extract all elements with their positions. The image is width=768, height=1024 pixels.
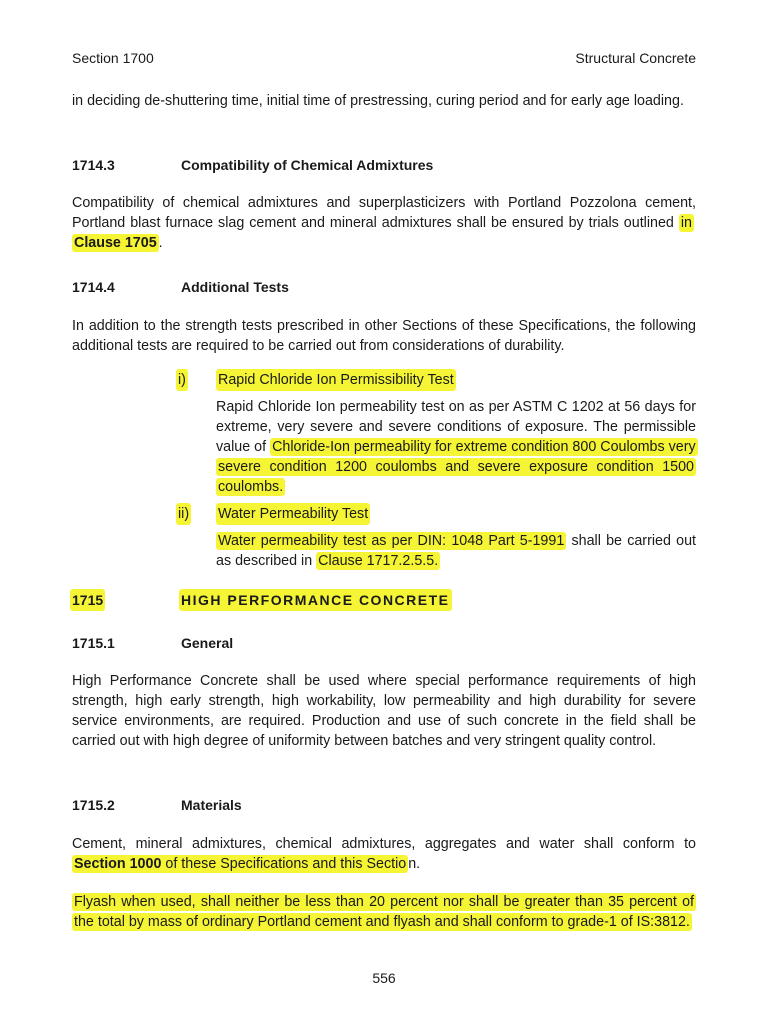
highlight-chloride-limits: Chloride-Ion permeability for extreme condition 800 Coulombs very severe condition 1200 coulombs and severe exposure condition 1500 coulombs.	[218, 439, 696, 495]
heading-title: Additional Tests	[181, 279, 289, 295]
item-title-water: Water Permeability Test	[216, 503, 370, 525]
materials-end: n.	[408, 856, 421, 872]
paragraph-intro: in deciding de-shuttering time, initial time of prestressing, curing period and for early age loading.	[72, 93, 684, 109]
item-title-chloride: Rapid Chloride Ion Permissibility Test	[216, 369, 456, 391]
heading-number: 1715.1	[72, 635, 115, 651]
heading-title: General	[181, 635, 234, 651]
clause-prefix: in	[680, 215, 692, 231]
paragraph-flyash	[72, 892, 696, 932]
heading-number: 1715.2	[72, 797, 115, 813]
heading-number: 1715	[70, 589, 105, 611]
item-label-i: i)	[176, 369, 188, 391]
compat-text: Compatibility of chemical admixtures and superplasticizers with Portland Pozzolona cement, Portland blast furnace slag cement and mineral admixtures shall be ensured by trials outlined	[72, 195, 696, 231]
header-chapter: Structural Concrete	[575, 50, 696, 66]
heading-title: Compatibility of Chemical Admixtures	[181, 157, 434, 173]
paragraph-compatibility	[72, 193, 696, 253]
paragraph-additional-tests: In addition to the strength tests prescribed in other Sections of these Specifications, the following additional tests are required to be carried out from considerations of durability.	[72, 318, 696, 354]
compat-end: .	[158, 235, 163, 251]
highlight-clause-1717: Clause 1717.2.5.5.	[318, 553, 439, 569]
item-label-ii: ii)	[176, 503, 191, 525]
water-text: shall be carried out as described in	[216, 533, 696, 569]
heading-number: 1714.3	[72, 157, 115, 173]
section-ref: Section 1000	[74, 856, 162, 872]
heading-title: HIGH PERFORMANCE CONCRETE	[179, 589, 452, 611]
chloride-text: Rapid Chloride Ion permeability test on as per ASTM C 1202 at 56 days for extreme, very severe and severe conditions of exposure. The permissible value of	[216, 399, 696, 455]
page-number: 556	[372, 970, 396, 986]
highlight-flyash: Flyash when used, shall neither be less than 20 percent nor shall be greater than 35 percent of the total by mass of ordinary Portland cement and flyash and shall conform to grade-1 of IS:3812.	[74, 894, 694, 930]
document-page	[72, 0, 696, 1024]
paragraph-general: High Performance Concrete shall be used where special performance requirements of high strength, high early strength, high workability, low permeability and high durability for severe service environments, are required. Production and use of such concrete in the field shall be carried out with high degree of uniformity between batches and very stringent quality control.	[72, 673, 696, 749]
section-rest: of these Specifications and this Sectio	[161, 856, 407, 872]
heading-number: 1714.4	[72, 279, 115, 295]
clause-ref: Clause 1705	[74, 235, 157, 251]
header-section: Section 1700	[72, 50, 154, 66]
highlight-section-1000	[72, 855, 408, 873]
paragraph-water-test	[216, 531, 696, 571]
materials-text: Cement, mineral admixtures, chemical admixtures, aggregates and water shall conform to	[72, 836, 696, 852]
heading-title: Materials	[181, 797, 242, 813]
paragraph-chloride-test	[216, 397, 696, 497]
paragraph-materials	[72, 834, 696, 874]
highlight-din-standard: Water permeability test as per DIN: 1048 Part 5-1991	[218, 533, 565, 549]
